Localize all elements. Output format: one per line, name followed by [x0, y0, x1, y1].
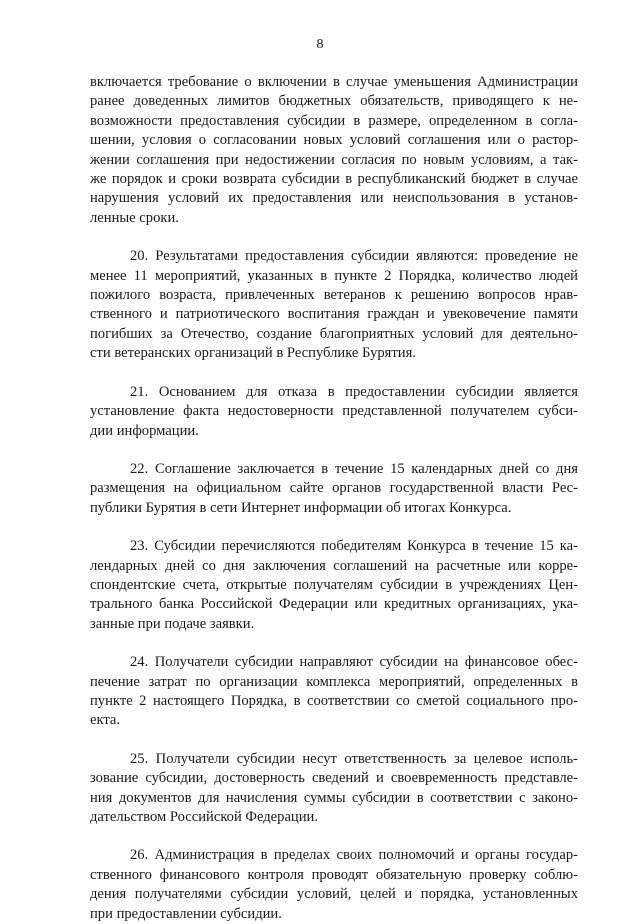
- text-line: нарушения условий их предоставления или неиспользования в установ-: [90, 190, 578, 207]
- text-line: трального банка Российской Федерации или кредитных организациях, ука-: [90, 596, 578, 613]
- text-line: 21. Основанием для отказа в предоставлении субсидии является: [130, 383, 578, 400]
- text-line: менее 11 мероприятий, указанных в пункте 2 Порядка, количество людей: [90, 267, 578, 284]
- paragraph-26: [90, 846, 578, 924]
- text-line: дения получателями субсидии условий, целей и порядка, установленных: [90, 886, 578, 903]
- text-line: ственного и патриотического воспитания граждан и увековечение памяти: [90, 306, 578, 323]
- text-line: публики Бурятия в сети Интернет информации об итогах Конкурса.: [90, 499, 512, 516]
- text-line: 20. Результатами предоставления субсидии являются: проведение не: [130, 248, 578, 265]
- text-line: 23. Субсидии перечисляются победителям Конкурса в течение 15 ка-: [130, 538, 578, 555]
- text-line: ния документов для начисления суммы субсидии в соответствии с законо-: [90, 789, 578, 806]
- text-line: ственного финансового контроля проводят обязательную проверку соблю-: [90, 866, 578, 883]
- text-line: ранее доведенных лимитов бюджетных обязательств, приводящего к не-: [90, 93, 578, 110]
- paragraph-25: [90, 750, 578, 828]
- text-line: сти ветеранских организаций в Республике Бурятия.: [90, 345, 416, 362]
- text-line: ленные сроки.: [90, 209, 179, 226]
- paragraph-24: [90, 653, 578, 731]
- paragraph-23: [90, 537, 578, 634]
- text-line: погибших за Отечество, создание благоприятных условий для деятельно-: [90, 325, 578, 342]
- text-line: екта.: [90, 712, 121, 729]
- text-line: спондентские счета, открытые получателям субсидии в учреждениях Цен-: [90, 576, 578, 593]
- text-line: возможности предоставления субсидии в размере, определенном в согла-: [90, 112, 578, 129]
- document-body: [90, 73, 578, 924]
- text-line: занные при подаче заявки.: [90, 615, 255, 632]
- text-line: 22. Соглашение заключается в течение 15 календарных дней со дня: [130, 460, 578, 477]
- text-line: 24. Получатели субсидии направляют субсидии на финансовое обес-: [130, 654, 578, 671]
- text-line: при предоставлении субсидии.: [90, 905, 282, 922]
- text-line: установление факта недостоверности представленной получателем субси-: [90, 403, 578, 420]
- text-line: шении, условия о согласовании новых условий соглашения или о растор-: [90, 132, 578, 149]
- text-line: же порядок и сроки возврата субсидии в республиканский бюджет в случае: [90, 171, 578, 188]
- paragraph-22: [90, 460, 578, 518]
- text-line: пожилого возраста, привлеченных ветеранов к решению вопросов нрав-: [90, 287, 578, 304]
- text-line: размещения на официальном сайте органов государственной власти Рес-: [90, 480, 578, 497]
- text-line: включается требование о включении в случае уменьшения Администрации: [90, 74, 578, 90]
- paragraph-21: [90, 383, 578, 441]
- text-line: 26. Администрация в пределах своих полномочий и органы государ-: [130, 847, 578, 864]
- text-line: зование субсидии, достоверность сведений и своевременность представле-: [90, 770, 578, 787]
- paragraph-20: [90, 247, 578, 363]
- text-line: лендарных дней со дня заключения соглашений на расчетные или корре-: [90, 557, 578, 574]
- paragraph-continuation: [90, 73, 578, 228]
- text-line: пункте 2 настоящего Порядка, в соответствии со сметой социального про-: [90, 692, 578, 709]
- text-line: 25. Получатели субсидии несут ответственность за целевое исполь-: [130, 750, 578, 767]
- text-line: печение затрат по организации комплекса мероприятий, определенных в: [90, 673, 578, 690]
- text-line: жении соглашения при недостижении согласия по новым условиям, а так-: [90, 151, 578, 168]
- page-number: 8: [316, 37, 324, 52]
- text-line: дии информации.: [90, 422, 199, 439]
- text-line: дательством Российской Федерации.: [90, 809, 319, 825]
